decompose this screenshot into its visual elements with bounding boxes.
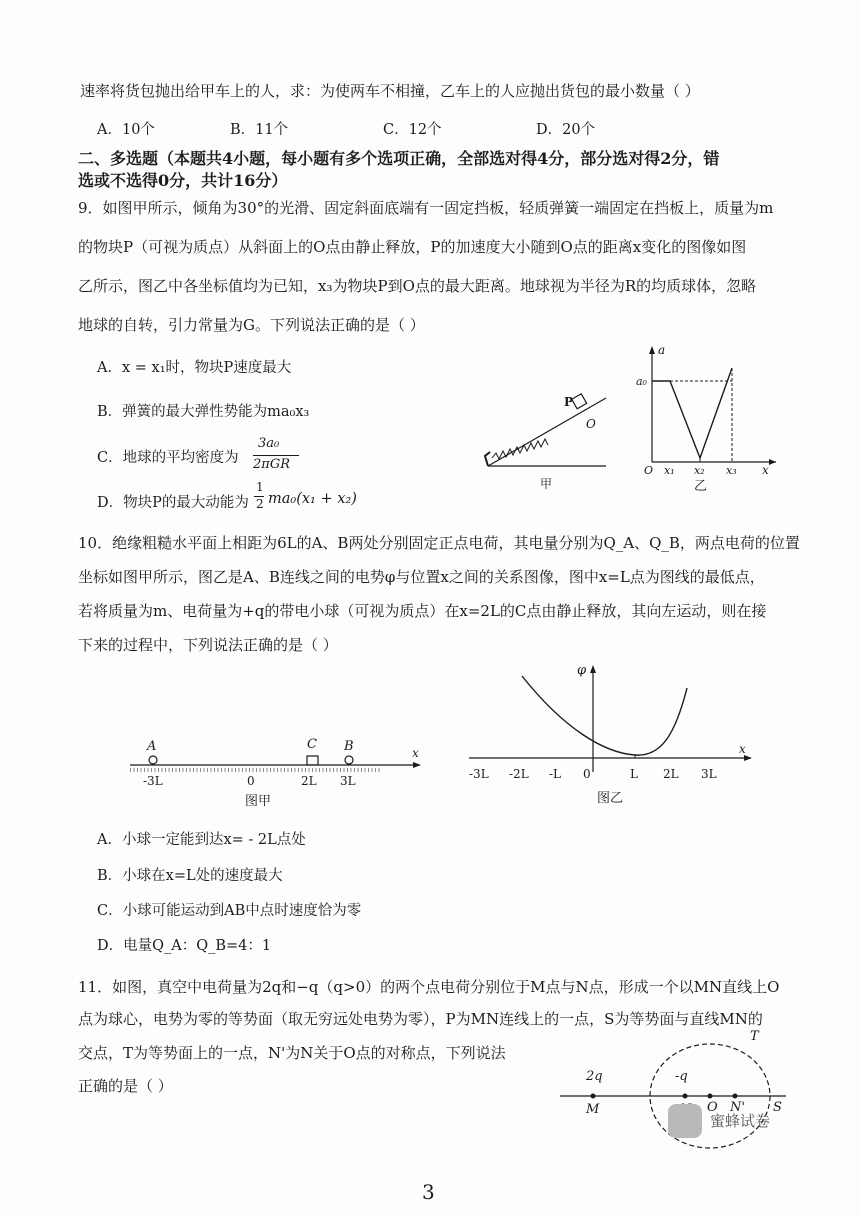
q9-option-d: D．物块P的最大动能为 bbox=[97, 495, 249, 511]
q9-option-d-rest: ma₀(x₁ + x₂) bbox=[268, 491, 357, 507]
q9-yi-y-tick: a₀ bbox=[636, 375, 647, 388]
q8-option-a: A．10个 bbox=[97, 122, 155, 138]
q9-yi-x-tick-1: x₁ bbox=[664, 464, 675, 477]
q9-option-c: C．地球的平均密度为 bbox=[97, 450, 239, 466]
q10-jia-label-c: C bbox=[307, 737, 317, 752]
q9-option-c-fraction-bar bbox=[253, 455, 299, 456]
q11-label-o: O bbox=[707, 1100, 718, 1115]
q11-charge-2q: 2q bbox=[586, 1069, 603, 1084]
q10-jia-label-b: B bbox=[344, 739, 354, 754]
q10-jia-tick-2l: 2L bbox=[301, 774, 317, 788]
q9-jia-block-label: P bbox=[564, 395, 574, 409]
q10-yi-tick-neg3l: -3L bbox=[469, 767, 489, 781]
q10-option-b: B．小球在x=L处的速度最大 bbox=[97, 868, 283, 884]
q10-yi-caption: 图乙 bbox=[597, 791, 624, 806]
q10-line-3: 若将质量为m、电荷量为+q的带电小球（可视为质点）在x=2L的C点由静止释放，其向左运动，则在接 bbox=[78, 602, 767, 620]
q9-yi-x-tick-2: x₂ bbox=[694, 464, 705, 477]
q10-jia-label-a: A bbox=[147, 739, 157, 754]
q9-option-a: A．x = x₁时，物块P速度最大 bbox=[97, 360, 292, 376]
q9-yi-x-axis: x bbox=[762, 463, 769, 477]
q10-jia-tick-3l: 3L bbox=[340, 774, 356, 788]
q11-label-t: T bbox=[750, 1029, 759, 1044]
q10-yi-tick-neg2l: -2L bbox=[509, 767, 529, 781]
q11-charge-neg-q: -q bbox=[675, 1069, 688, 1084]
q8-tail: 速率将货包抛出给甲车上的人，求：为使两车不相撞，乙车上的人应抛出货包的最小数量（ ） bbox=[80, 82, 700, 100]
q11-line-4: 正确的是（ ） bbox=[78, 1077, 173, 1095]
q10-jia-tick-0: 0 bbox=[247, 774, 255, 788]
q8-option-b: B．11个 bbox=[230, 122, 289, 138]
q10-option-c: C．小球可能运动到AB中点时速度恰为零 bbox=[97, 903, 362, 919]
q9-figure-yi bbox=[630, 340, 780, 494]
q10-line-1: 10．绝缘粗糙水平面上相距为6L的A、B两处分别固定正点电荷，其电量分别为Q_A、Q_B，两点电荷的位置 bbox=[78, 534, 800, 552]
q10-option-a: A．小球一定能到达x= - 2L点处 bbox=[97, 832, 306, 848]
q10-yi-y-axis: φ bbox=[577, 663, 587, 678]
q9-yi-x-tick-3: x₃ bbox=[726, 464, 737, 477]
q10-yi-tick-0: 0 bbox=[583, 767, 591, 781]
q10-jia-tick-neg3l: -3L bbox=[143, 774, 163, 788]
q9-option-d-numerator: 1 bbox=[256, 480, 264, 494]
q11-label-s: S bbox=[773, 1100, 782, 1115]
q8-option-c: C．12个 bbox=[383, 122, 442, 138]
q11-line-2: 点为球心，电势为零的等势面（取无穷远处电势为零），P为MN连线上的一点，S为等势面与直线MN的 bbox=[78, 1010, 763, 1028]
q10-yi-tick-3l: 3L bbox=[701, 767, 717, 781]
q11-line-1: 11．如图，真空中电荷量为2q和−q（q>0）的两个点电荷分别位于M点与N点，形成一个以MN直线上O bbox=[78, 978, 780, 996]
watermark-logo-icon bbox=[668, 1104, 702, 1138]
q8-option-d: D．20个 bbox=[536, 122, 596, 138]
q10-yi-tick-l: L bbox=[630, 767, 638, 781]
q10-jia-caption: 图甲 bbox=[245, 794, 272, 809]
q9-option-c-denominator: 2πGR bbox=[253, 457, 290, 472]
watermark-text: 蜜蜂试卷 bbox=[710, 1112, 771, 1130]
watermark bbox=[668, 1100, 780, 1140]
q11-line-3: 交点，T为等势面上的一点，N'为N关于O点的对称点，下列说法 bbox=[78, 1044, 506, 1062]
q10-jia-axis: x bbox=[412, 746, 419, 760]
q11-label-n-prime: N' bbox=[730, 1100, 745, 1115]
q10-line-2: 坐标如图甲所示，图乙是A、B连线之间的电势φ与位置x之间的关系图像，图中x=L点为图线的最低点， bbox=[78, 568, 765, 586]
q10-option-d: D．电量Q_A：Q_B=4：1 bbox=[97, 938, 272, 954]
q10-yi-tick-negl: -L bbox=[549, 767, 562, 781]
q9-figure-jia bbox=[478, 360, 618, 500]
q9-line-1: 9．如图甲所示，倾角为30°的光滑、固定斜面底端有一固定挡板，轻质弹簧一端固定在挡板上，质量为m bbox=[78, 199, 774, 217]
q9-jia-caption: 甲 bbox=[540, 477, 553, 491]
q9-line-3: 乙所示，图乙中各坐标值均为已知，x₃为物块P到O点的最大距离。地球视为半径为R的均质球体，忽略 bbox=[78, 277, 757, 295]
q10-yi-tick-2l: 2L bbox=[663, 767, 679, 781]
q10-line-4: 下来的过程中，下列说法正确的是（ ） bbox=[78, 636, 338, 654]
q10-yi-x-axis: x bbox=[739, 742, 746, 756]
page-number: 3 bbox=[422, 1180, 435, 1204]
section-header-line2: 选或不选得0分，共计16分） bbox=[78, 171, 288, 190]
q9-option-b: B．弹簧的最大弹性势能为ma₀x₃ bbox=[97, 404, 310, 420]
q10-figure-yi bbox=[465, 660, 760, 815]
q11-label-m: M bbox=[586, 1102, 600, 1117]
q9-jia-point-label: O bbox=[586, 417, 596, 431]
section-header-line1: 二、多选题（本题共4小题，每小题有多个选项正确，全部选对得4分，部分选对得2分，错 bbox=[78, 149, 720, 168]
q9-line-2: 的物块P（可视为质点）从斜面上的O点由静止释放，P的加速度大小随到O点的距离x变化的图像如图 bbox=[78, 238, 747, 256]
q9-yi-y-axis: a bbox=[658, 343, 666, 357]
q9-line-4: 地球的自转，引力常量为G。下列说法正确的是（ ） bbox=[78, 316, 425, 334]
q9-option-c-numerator: 3a₀ bbox=[258, 436, 280, 451]
q9-option-d-denominator: 2 bbox=[256, 497, 264, 511]
q10-figure-jia bbox=[125, 735, 430, 815]
q9-yi-origin: O bbox=[644, 464, 654, 477]
q9-yi-caption: 乙 bbox=[694, 479, 708, 494]
